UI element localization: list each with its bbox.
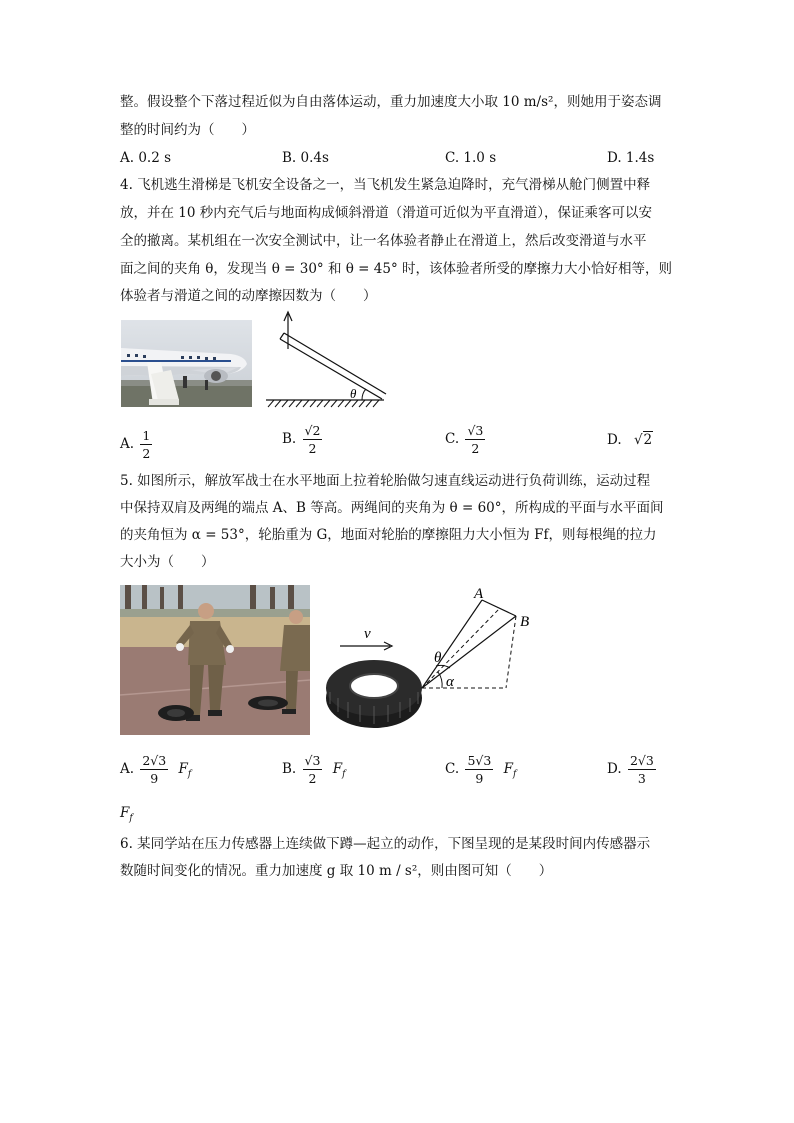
q4-option-d-label: D. (607, 432, 622, 448)
q5-option-c-label: C. (445, 761, 460, 777)
q4-b-denominator: 2 (308, 441, 317, 456)
q5-option-d-label: D. (607, 761, 622, 777)
q5-a-coefficient: 2 (142, 753, 151, 768)
q5-option-a[interactable] (120, 753, 191, 786)
q5-c-coefficient: 5 (467, 753, 476, 768)
q5-option-d-fraction (628, 753, 656, 786)
q5-c-radicand: 3 (483, 753, 492, 768)
sqrt-sign: √ (637, 753, 646, 768)
q5-d-coefficient: 2 (629, 753, 638, 768)
q5-a-radicand: 3 (158, 753, 167, 768)
alpha-label: α (446, 674, 454, 690)
q4-c-denominator: 2 (471, 441, 480, 456)
q5-option-a-fraction (140, 753, 168, 786)
velocity-label: v (364, 626, 371, 642)
q3-option-c[interactable]: C. 1.0 s (445, 150, 497, 166)
point-a-label: A (474, 586, 484, 602)
q4-option-c[interactable] (445, 423, 487, 456)
point-b-label: B (520, 614, 530, 630)
tire-rope-diagram (322, 580, 542, 740)
theta-label: θ (434, 650, 442, 666)
q5-option-b[interactable] (282, 753, 345, 786)
q6-text-line-2: 数随时间变化的情况。重力加速度 g 取 10 m / s²，则由图可知（ ） (120, 863, 553, 879)
q4-option-b-label: B. (282, 431, 297, 447)
q4-b-radicand: 2 (312, 423, 321, 438)
friction-subscript: f (187, 769, 192, 780)
sqrt-sign: √ (475, 753, 484, 768)
friction-symbol: F (503, 761, 513, 777)
q5-c-denominator: 9 (475, 771, 484, 786)
q5-text-line-1: 5. 如图所示，解放军战士在水平地面上拉着轮胎做匀速直线运动进行负荷训练，运动过程 (120, 473, 651, 489)
incline-diagram (258, 309, 388, 409)
q3-option-a[interactable]: A. 0.2 s (120, 150, 172, 166)
q5-b-denominator: 2 (308, 771, 317, 786)
q5-option-b-fraction (303, 753, 323, 786)
q4-option-a-label: A. (120, 436, 135, 452)
friction-symbol: F (332, 761, 343, 777)
q5-option-a-label: A. (120, 761, 135, 777)
sqrt-sign: √ (150, 753, 159, 768)
q3-text-line-1: 整。假设整个下落过程近似为自由落体运动，重力加速度大小取 10 m/s²，则她用于姿态调 (120, 94, 662, 110)
q4-option-d[interactable] (607, 430, 653, 450)
q4-text-line-1: 4. 飞机逃生滑梯是飞机安全设备之一，当飞机发生紧急迫降时，充气滑梯从舱门侧置中释 (120, 177, 651, 193)
q5-text-line-3: 的夹角恒为 α = 53°，轮胎重为 G，地面对轮胎的摩擦阻力大小恒为 Ff，则每根绳的拉力 (120, 527, 657, 543)
q3-text-line-2: 整的时间约为（ ） (120, 122, 255, 138)
airplane-slide-photo (121, 320, 252, 407)
q5-text-line-2: 中保持双肩及两绳的端点 A、B 等高。两绳间的夹角为 θ = 60°，所构成的平面与水平面间 (120, 500, 664, 516)
q5-option-c-fraction (465, 753, 493, 786)
q4-option-b[interactable] (282, 423, 324, 456)
q4-option-c-fraction (465, 423, 485, 456)
friction-symbol: F (178, 761, 188, 777)
incline-angle-label: θ (350, 386, 357, 401)
sqrt-sign: √ (467, 423, 476, 438)
q5-option-d-ff-wrapped (120, 803, 133, 829)
friction-subscript: f (342, 769, 346, 780)
q4-option-b-fraction (303, 423, 323, 456)
q5-text-line-4: 大小为（ ） (120, 554, 215, 570)
friction-subscript: f (129, 813, 133, 824)
q4-text-line-5: 体验者与滑道之间的动摩擦因数为（ ） (120, 288, 377, 304)
friction-symbol: F (120, 805, 130, 821)
q4-a-numerator: 1 (142, 428, 151, 443)
q6-text-line-1: 6. 某同学站在压力传感器上连续做下蹲—起立的动作，下图呈现的是某段时间内传感器示 (120, 836, 651, 852)
q4-option-c-label: C. (445, 431, 460, 447)
sqrt-sign: √ (304, 423, 313, 438)
q4-text-line-4: 面之间的夹角 θ，发现当 θ = 30° 和 θ = 45° 时，该体验者所受的摩擦力大小恰好相等，则 (120, 261, 672, 277)
q3-option-b[interactable]: B. 0.4s (282, 150, 329, 166)
sqrt-sign: √ (633, 432, 643, 448)
q5-d-radicand: 3 (645, 753, 654, 768)
q4-text-line-3: 全的撤离。某机组在一次安全测试中，让一名体验者静止在滑道上，然后改变滑道与水平 (120, 233, 647, 249)
q4-text-line-2: 放，并在 10 秒内充气后与地面构成倾斜滑道（滑道可近似为平直滑道），保证乘客可以安 (120, 205, 653, 221)
q5-b-radicand: 3 (312, 753, 321, 768)
q4-d-radicand: 2 (643, 432, 653, 448)
q5-option-d[interactable] (607, 753, 658, 786)
q4-option-a-fraction (140, 428, 152, 461)
q3-option-d[interactable]: D. 1.4s (607, 150, 655, 166)
q4-c-radicand: 3 (475, 423, 484, 438)
q4-a-denominator: 2 (142, 446, 151, 461)
friction-subscript: f (512, 769, 517, 780)
soldiers-training-photo (120, 585, 310, 735)
q5-a-denominator: 9 (150, 771, 159, 786)
q5-option-c[interactable] (445, 753, 516, 786)
q5-option-b-label: B. (282, 761, 297, 777)
sqrt-sign: √ (304, 753, 313, 768)
q4-option-a[interactable] (120, 428, 154, 461)
q5-d-denominator: 3 (637, 771, 646, 786)
